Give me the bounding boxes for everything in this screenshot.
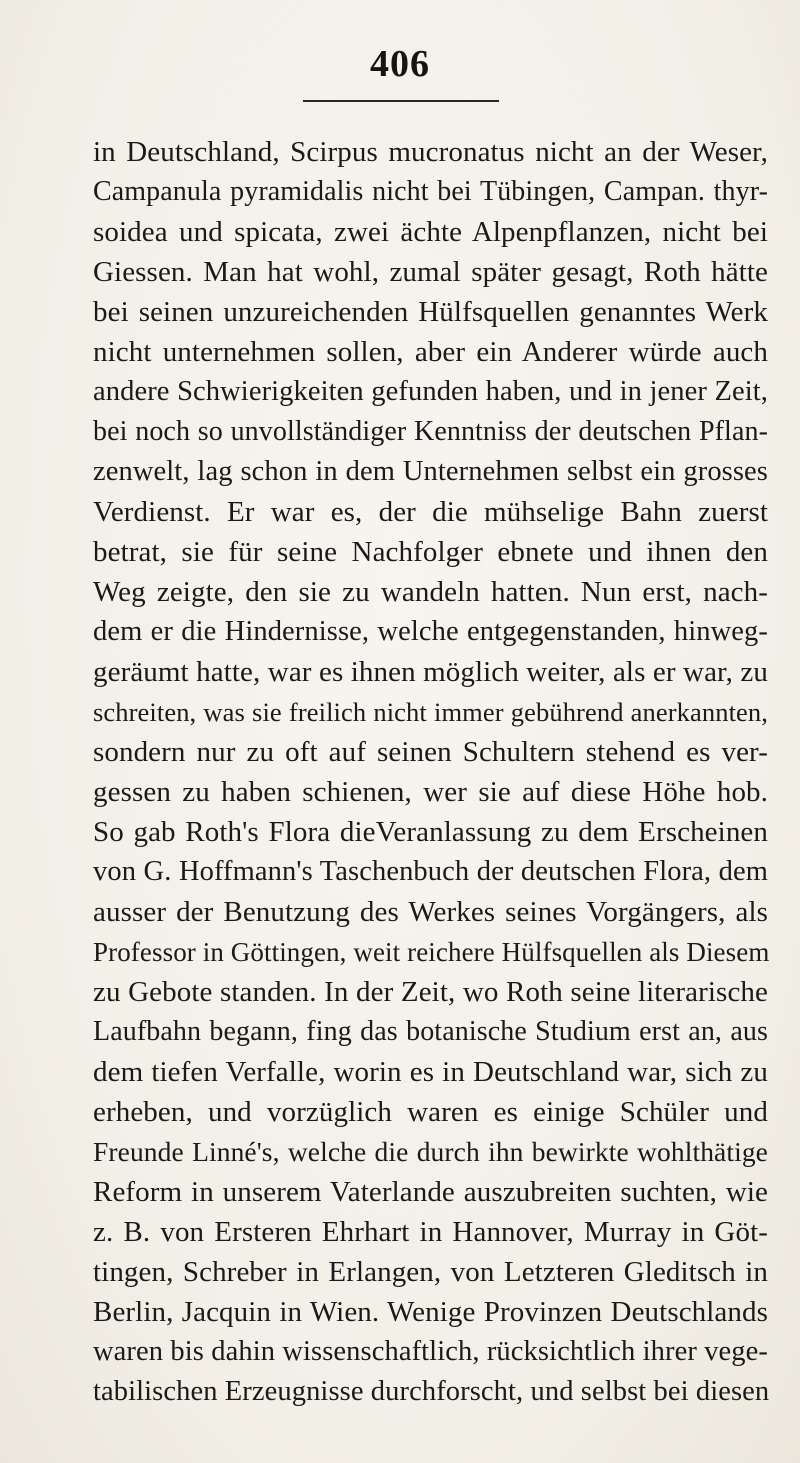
text-line: Professor in Göttingen, weit reichere Hülfsquellen als Diesem (93, 937, 770, 967)
text-line: bei noch so unvollständiger Kenntniss der deutschen Pflan- (93, 416, 768, 447)
text-line: Verdienst. Er war es, der die mühselige Bahn zuerst (93, 496, 768, 528)
text-line: Weg zeigte, den sie zu wandeln hatten. Nun erst, nach- (93, 576, 768, 608)
text-line: soidea und spicata, zwei ächte Alpenpflanzen, nicht bei (93, 216, 768, 248)
text-line: sondern nur zu oft auf seinen Schultern stehend es ver- (93, 736, 768, 768)
text-line: erheben, und vorzüglich waren es einige Schüler und (93, 1096, 768, 1128)
text-line: dem tiefen Verfalle, worin es in Deutschland war, sich zu (93, 1056, 768, 1088)
text-line: ausser der Benutzung des Werkes seines Vorgängers, als (93, 896, 768, 928)
text-line: zenwelt, lag schon in dem Unternehmen selbst ein grosses (93, 456, 768, 487)
text-line: Laufbahn begann, fing das botanische Studium erst an, aus (93, 1016, 768, 1047)
text-line: Freunde Linné's, welche die durch ihn bewirkte wohlthätige (93, 1136, 768, 1167)
text-line: nicht unternehmen sollen, aber ein Anderer würde auch (93, 336, 768, 368)
text-line: Campanula pyramidalis nicht bei Tübingen, Campan. thyr- (93, 176, 768, 207)
text-line: dem er die Hindernisse, welche entgegenstanden, hinweg- (93, 616, 768, 647)
page-number-rule (303, 100, 499, 102)
text-line: zu Gebote standen. In der Zeit, wo Roth seine literarische (93, 976, 768, 1008)
text-line: schreiten, was sie freilich nicht immer gebührend anerkannten, (93, 697, 768, 727)
text-line: Reform in unserem Vaterlande auszubreiten suchten, wie (93, 1176, 768, 1208)
text-line: So gab Roth's Flora dieVeranlassung zu dem Erscheinen (93, 816, 768, 848)
text-line: z. B. von Ersteren Ehrhart in Hannover, Murray in Göt- (93, 1216, 768, 1248)
text-line: von G. Hoffmann's Taschenbuch der deutschen Flora, dem (93, 856, 768, 887)
text-line: bei seinen unzureichenden Hülfsquellen genanntes Werk (93, 296, 768, 328)
text-line: gessen zu haben schienen, wer sie auf diese Höhe hob. (93, 776, 768, 808)
text-line: in Deutschland, Scirpus mucronatus nicht an der Weser, (93, 136, 768, 168)
text-line: Berlin, Jacquin in Wien. Wenige Provinzen Deutschlands (93, 1296, 768, 1328)
text-line: tingen, Schreber in Erlangen, von Letzteren Gleditsch in (93, 1256, 768, 1288)
text-line: betrat, sie für seine Nachfolger ebnete und ihnen den (93, 536, 768, 568)
text-line: waren bis dahin wissenschaftlich, rücksichtlich ihrer vege- (93, 1336, 768, 1367)
page-number: 406 (370, 43, 430, 85)
text-line: andere Schwierigkeiten gefunden haben, und in jener Zeit, (93, 376, 768, 407)
text-line: geräumt hatte, war es ihnen möglich weiter, als er war, zu (93, 656, 768, 688)
text-line: Giessen. Man hat wohl, zumal später gesagt, Roth hätte (93, 256, 768, 288)
text-line: tabilischen Erzeugnisse durchforscht, und selbst bei diesen (93, 1376, 770, 1407)
